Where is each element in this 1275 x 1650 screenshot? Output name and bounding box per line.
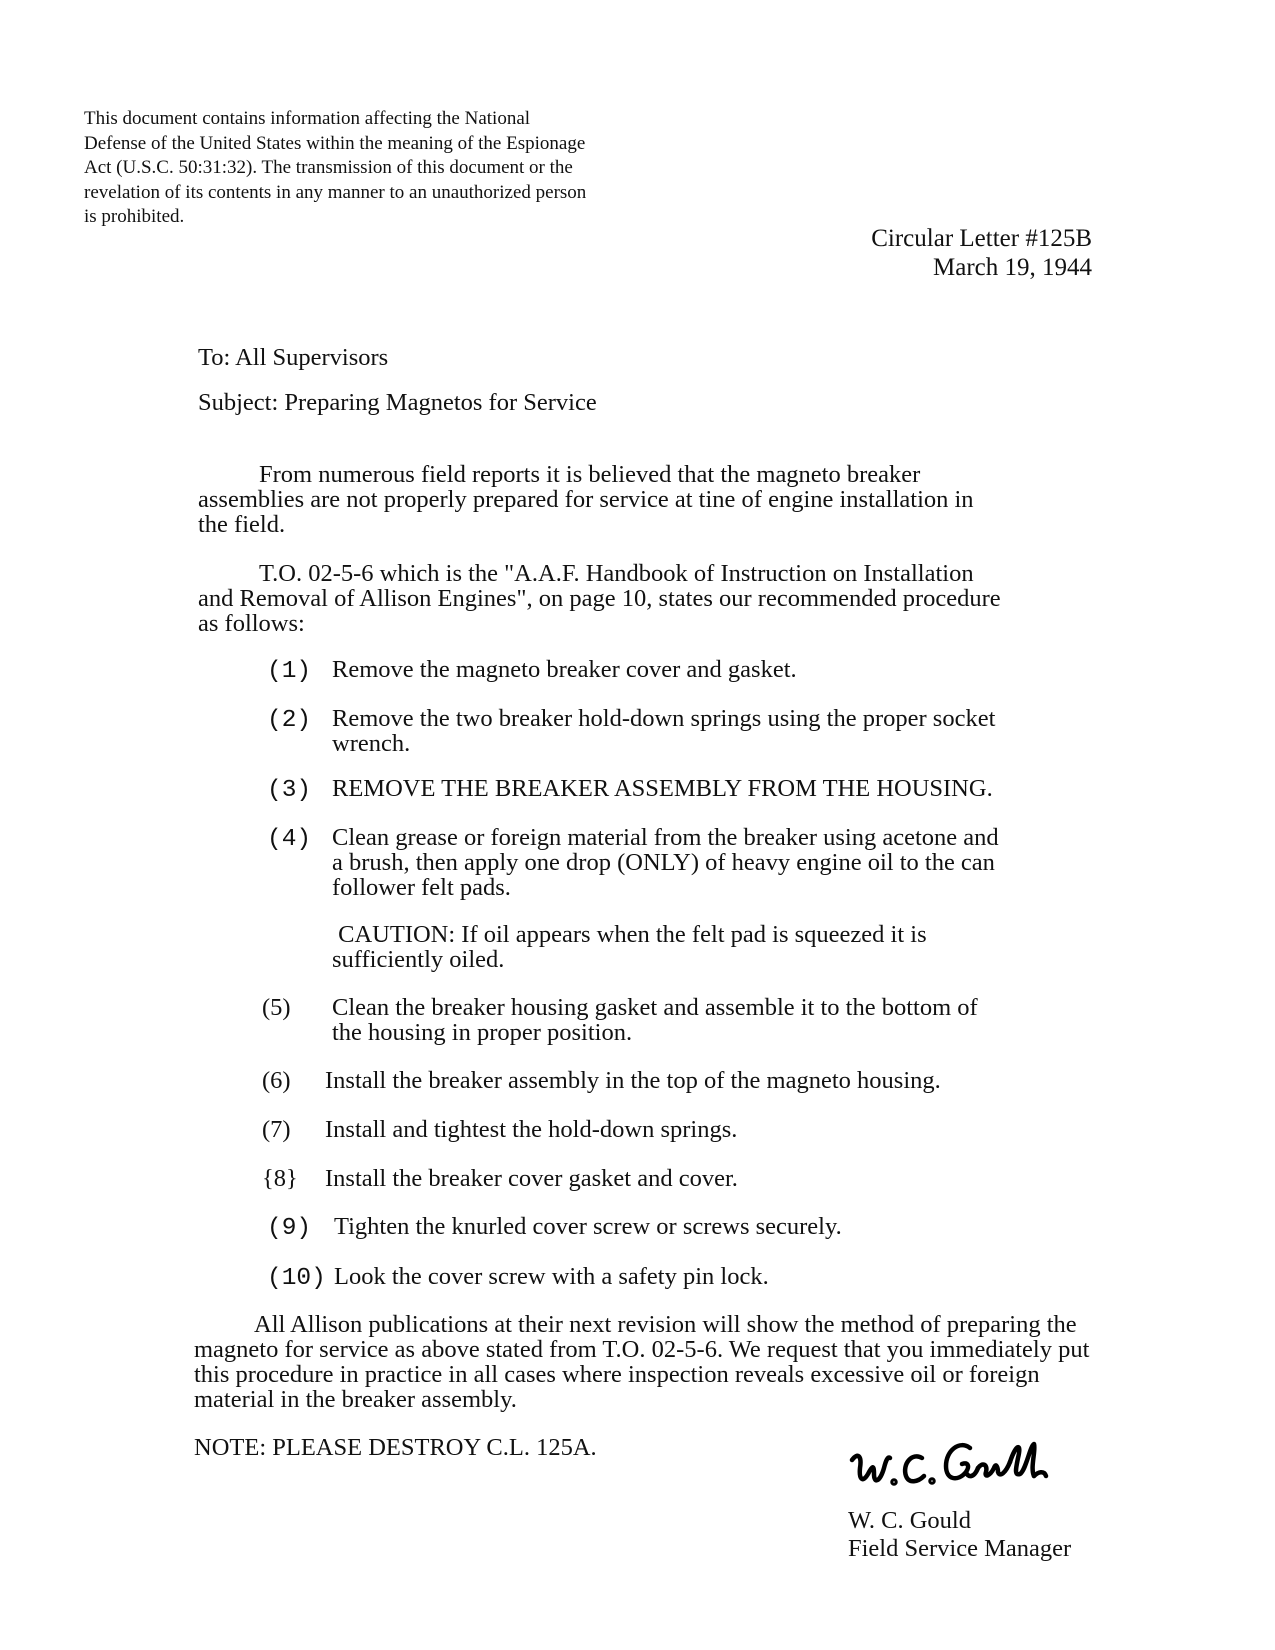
step-number: (6) — [262, 1067, 291, 1094]
step-text: Clean the breaker housing gasket and assemble it to the bottom of the housing in proper position. — [332, 994, 978, 1046]
paragraph-2-line: as follows: — [198, 610, 305, 637]
notice-line: This document contains information affecting the National — [84, 108, 531, 129]
step-number: (1) — [267, 658, 312, 685]
signer-name: W. C. Gould — [848, 1507, 971, 1534]
step-text: Clean grease or foreign material from the breaker using acetone and a brush, then apply one drop (ONLY) of heavy engine oil to the can follower felt pads. — [332, 824, 999, 901]
step-number: (4) — [267, 826, 312, 853]
step-number: (10) — [267, 1265, 326, 1292]
security-notice — [84, 107, 644, 230]
circular-letter-number: Circular Letter #125B — [871, 225, 1092, 252]
notice-line: revelation of its contents in any manner to an unauthorized person — [84, 181, 587, 203]
recipient-line: To: All Supervisors — [198, 344, 389, 371]
paragraph-1-line: From numerous field reports it is believed that the magneto breaker — [259, 461, 921, 488]
letter-date: March 19, 1944 — [933, 254, 1092, 281]
paragraph-3-line: magneto for service as above stated from T.O. 02-5-6. We request that you immediately put — [194, 1336, 1090, 1363]
subject-line: Subject: Preparing Magnetos for Service — [198, 389, 597, 416]
step-number: (7) — [262, 1116, 291, 1143]
caution-note: CAUTION: If oil appears when the felt pad is squeezed it is sufficiently oiled. — [332, 921, 927, 973]
paragraph-3-line: material in the breaker assembly. — [194, 1386, 517, 1413]
step-number: (9) — [267, 1215, 312, 1242]
step-number: (2) — [267, 707, 312, 734]
step-text: Remove the magneto breaker cover and gasket. — [332, 656, 797, 683]
step-text: Install the breaker cover gasket and cover. — [325, 1165, 738, 1192]
handwritten-signature — [848, 1438, 1058, 1500]
paragraph-2-line: T.O. 02-5-6 which is the "A.A.F. Handbook of Instruction on Installation — [259, 560, 974, 587]
step-text: Install the breaker assembly in the top of the magneto housing. — [325, 1067, 941, 1094]
signer-title: Field Service Manager — [848, 1535, 1072, 1562]
notice-line: is prohibited. — [84, 206, 185, 227]
step-text: REMOVE THE BREAKER ASSEMBLY FROM THE HOUSING. — [332, 775, 993, 802]
step-text: Look the cover screw with a safety pin lock. — [334, 1263, 769, 1290]
paragraph-3-line: All Allison publications at their next revision will show the method of preparing the — [254, 1311, 1077, 1338]
notice-line: Defense of the United States within the meaning of the Espionage — [84, 132, 586, 154]
step-text: Tighten the knurled cover screw or screws securely. — [334, 1213, 842, 1240]
paragraph-1-line: the field. — [198, 511, 286, 538]
paragraph-2-line: and Removal of Allison Engines", on page 10, states our recommended procedure — [198, 585, 1001, 612]
step-number: (5) — [262, 994, 291, 1021]
paragraph-3-line: this procedure in practice in all cases where inspection reveals excessive oil or foreign — [194, 1361, 1040, 1388]
step-number: {8} — [262, 1165, 298, 1192]
destroy-note: NOTE: PLEASE DESTROY C.L. 125A. — [194, 1434, 597, 1461]
notice-line: Act (U.S.C. 50:31:32). The transmission of this document or the — [84, 157, 573, 178]
step-text: Remove the two breaker hold-down springs using the proper socket wrench. — [332, 705, 996, 757]
step-number: (3) — [267, 777, 312, 804]
step-text: Install and tightest the hold-down springs. — [325, 1116, 738, 1143]
paragraph-1-line: assemblies are not properly prepared for service at tine of engine installation in — [198, 486, 974, 513]
